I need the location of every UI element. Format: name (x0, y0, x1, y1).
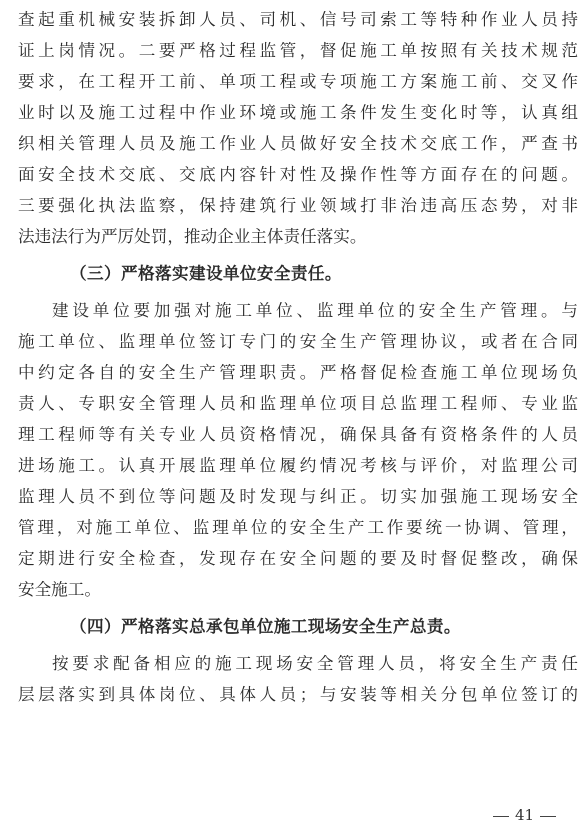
body-line: 三要强化执法监察，保持建筑行业领域打非治违高压态势，对非 (18, 196, 578, 215)
body-line: 按要求配备相应的施工现场安全管理人员，将安全生产责任 (52, 654, 578, 673)
body-line: 监理人员不到位等问题及时发现与纠正。切实加强施工现场安全 (18, 487, 578, 506)
body-line: 法违法行为严厉处罚，推动企业主体责任落实。 (18, 227, 367, 246)
body-line: 织相关管理人员及施工作业人员做好安全技术交底工作，严查书 (18, 134, 578, 153)
body-line: 进场施工。认真开展监理单位履约情况考核与评价，对监理公司 (18, 456, 578, 475)
section-heading-3: （三）严格落实建设单位安全责任。 (70, 263, 342, 283)
body-line: 管理，对施工单位、监理单位的安全生产工作要统一协调、管理， (18, 518, 578, 537)
body-line: 理工程师等有关专业人员资格情况，确保具备有资格条件的人员 (18, 425, 578, 444)
body-line: 面安全技术交底、交底内容针对性及操作性等方面存在的问题。 (18, 165, 578, 184)
body-line: 安全施工。 (18, 580, 101, 599)
body-line: 中约定各自的安全生产管理职责。严格督促检查施工单位现场负 (18, 363, 578, 382)
body-line: 要求，在工程开工前、单项工程或专项施工方案施工前、交叉作 (18, 72, 578, 91)
body-line: 业时以及施工过程中作业环境或施工条件发生变化时等，认真组 (18, 103, 578, 122)
page-number-dash-left (493, 816, 509, 817)
document-page (18, 4, 578, 710)
body-line: 查起重机械安装拆卸人员、司机、信号司索工等特种作业人员持 (18, 10, 578, 29)
body-line: 定期进行安全检查，发现存在安全问题的要及时督促整改，确保 (18, 549, 578, 568)
body-line: 建设单位要加强对施工单位、监理单位的安全生产管理。与 (52, 301, 578, 320)
body-line: 施工单位、监理单位签订专门的安全生产管理协议，或者在合同 (18, 332, 578, 351)
section-heading-4: （四）严格落实总承包单位施工现场安全生产总责。 (70, 616, 461, 636)
page-number (487, 806, 562, 824)
body-line: 证上岗情况。二要严格过程监管，督促施工单按照有关技术规范 (18, 41, 578, 60)
body-line: 责人、专职安全管理人员和监理单位项目总监理工程师、专业监 (18, 394, 578, 413)
body-line: 层层落实到具体岗位、具体人员；与安装等相关分包单位签订的 (18, 685, 578, 704)
page-number-value: 41 (515, 806, 535, 824)
page-number-dash-right (540, 816, 556, 817)
